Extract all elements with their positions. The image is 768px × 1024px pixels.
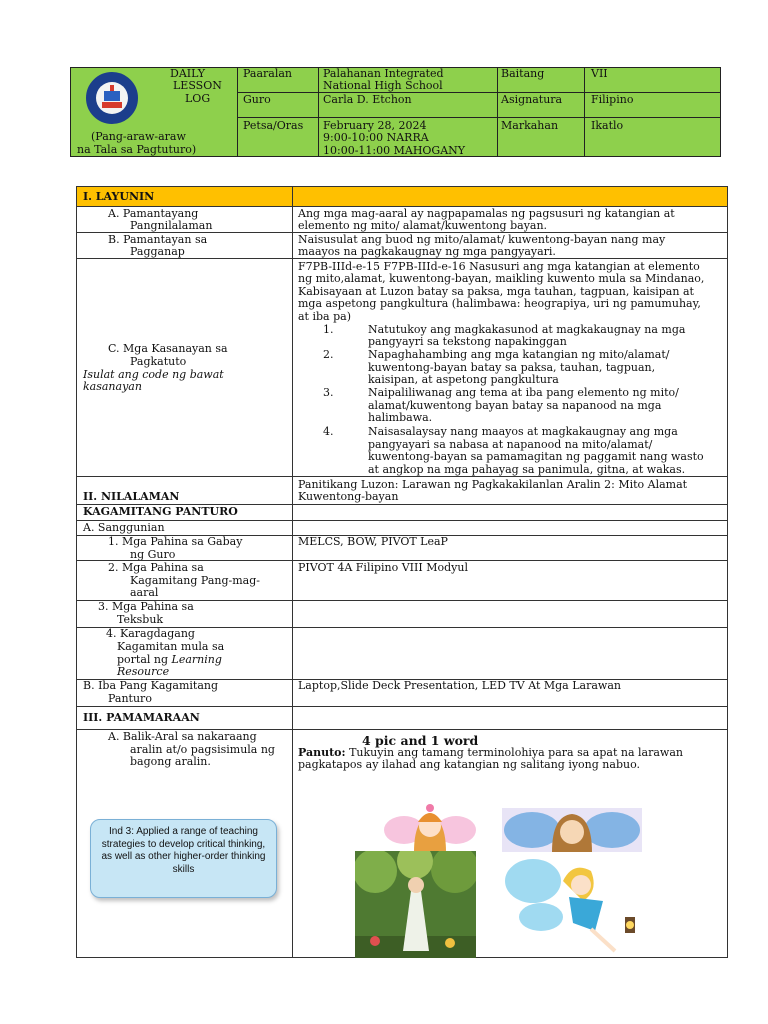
pang-mag-aaral-label-3: aaral (130, 586, 159, 599)
karagdagang-label-2: Kagamitan mula sa (117, 640, 225, 653)
list-item-line: Naisasalaysay nang maayos at magkakaugnay ang mga (368, 425, 678, 438)
pamamaraan-title: III. PAMAMARAAN (83, 711, 200, 724)
panuto-line-2: pagkatapos ay ilahad ang katangian ng salitang iyong nabuo. (298, 758, 640, 771)
karagdagang-label-4: Resource (117, 665, 170, 678)
pang-mag-aaral-label-1: 2. Mga Pahina sa (108, 561, 204, 574)
list-item-line: Natutukoy ang magkakasunod at magkakaugnay na mga (368, 323, 686, 336)
pang-mag-aaral-value: PIVOT 4A Filipino VIII Modyul (298, 561, 468, 574)
kasanayan-intro-3: Kabisayaan at Luzon batay sa paksa, mga tauhan, tagpuan, kaisipan at (298, 285, 694, 298)
pagganap-label-1: B. Pamantayan sa (108, 233, 208, 246)
baitang-value: VII (591, 67, 608, 80)
pamantayang-label-1: A. Pamantayang (108, 207, 199, 220)
list-item-line: kuwentong-bayan batay sa paksa, tauhan, tagpuan, (368, 361, 656, 374)
pagganap-value-1: Naisusulat ang buod ng mito/alamat/ kuwentong-bayan nang may (298, 233, 666, 246)
dll-title-line2: LESSON (173, 79, 222, 92)
balik-aral-label-2: aralin at/o pagsisimula ng (130, 743, 275, 756)
karagdagang-label-1: 4. Karagdagang (106, 627, 195, 640)
petsa-label: Petsa/Oras (243, 119, 304, 132)
karagdagang-label-3: portal ng Learning (117, 653, 222, 666)
balik-aral-label-1: A. Balik-Aral sa nakaraang (108, 730, 257, 743)
list-item-number: 2. (323, 348, 334, 361)
pang-mag-aaral-label-2: Kagamitang Pang-mag- (130, 574, 260, 587)
list-item-line: pangyayri sa tekstong napakinggan (368, 335, 567, 348)
nilalaman-value-2: Kuwentong-bayan (298, 490, 399, 503)
pamantayang-value-1: Ang mga mag-aaral ay nagpapamalas ng pagsusuri ng katangian at (298, 207, 675, 220)
indicator-callout: Ind 3: Applied a range of teaching strategies to develop critical thinking, as well as other higher-order thinking skills (90, 819, 277, 898)
kasanayan-note-2: kasanayan (83, 380, 142, 393)
petsa-value-line2: 9:00-10:00 NARRA (323, 131, 429, 144)
paaralan-value-line1: Palahanan Integrated (323, 67, 444, 80)
baitang-label: Baitang (501, 67, 545, 80)
kasanayan-intro-4: mga aspetong pangkultura (halimbawa: heograpiya, uri ng pamumuhay, (298, 297, 701, 310)
asignatura-label: Asignatura (501, 93, 563, 106)
deped-seal-logo (86, 72, 138, 124)
list-item-line: pangyayari sa nabasa at napanood na mito/alamat/ (368, 438, 653, 451)
list-item-number: 3. (323, 386, 334, 399)
kasanayan-intro-5: at iba pa) (298, 310, 351, 323)
list-item-number: 4. (323, 425, 334, 438)
list-item-line: at angkop na mga pahayag sa panimula, gitna, at wakas. (368, 463, 686, 476)
fairy-picture-4 (503, 851, 643, 958)
list-item-line: Naipaliliwanag ang tema at iba pang elemento ng mito/ (368, 386, 679, 399)
dll-title-line3: LOG (185, 92, 211, 105)
guro-label: Guro (243, 93, 271, 106)
layunin-title: I. LAYUNIN (83, 190, 155, 203)
panuto-line-1: Panuto: Tukuyin ang tamang terminolohiya para sa apat na larawan (298, 746, 683, 759)
gabay-guro-value: MELCS, BOW, PIVOT LeaP (298, 535, 448, 548)
activity-title: 4 pic and 1 word (362, 733, 479, 748)
dll-subtitle-line1: (Pang-araw-araw (91, 130, 186, 143)
fairy-picture-3 (355, 851, 476, 958)
list-item-number: 1. (323, 323, 334, 336)
list-item-line: alamat/kuwentong bayan batay sa napanood na mga (368, 399, 662, 412)
list-item-line: kuwentong-bayan sa pamamagitan ng paggamit nang wasto (368, 450, 704, 463)
pagganap-value-2: maayos na pagkakaugnay ng mga pangyayari. (298, 245, 556, 258)
kasanayan-note-1: Isulat ang code ng bawat (83, 368, 224, 381)
guro-value: Carla D. Etchon (323, 93, 412, 106)
kagamitan-title: KAGAMITANG PANTURO (83, 505, 238, 518)
balik-aral-label-3: bagong aralin. (130, 755, 211, 768)
pamantayang-label-2: Pangnilalaman (130, 219, 213, 232)
teksbuk-label-1: 3. Mga Pahina sa (98, 600, 194, 613)
pamantayang-value-2: elemento ng mito/ alamat/kuwentong bayan. (298, 219, 548, 232)
kasanayan-intro-1: F7PB-IIId-e-15 F7PB-IIId-e-16 Nasusuri ang mga katangian at elemento (298, 260, 700, 273)
asignatura-value: Filipino (591, 93, 634, 106)
iba-pang-label-1: B. Iba Pang Kagamitang (83, 679, 219, 692)
paaralan-label: Paaralan (243, 67, 293, 80)
iba-pang-label-2: Panturo (108, 692, 152, 705)
petsa-value-line1: February 28, 2024 (323, 119, 427, 132)
iba-pang-value: Laptop,Slide Deck Presentation, LED TV At Mga Larawan (298, 679, 621, 692)
nilalaman-value-1: Panitikang Luzon: Larawan ng Pagkakakilanlan Aralin 2: Mito Alamat (298, 478, 688, 491)
fairy-picture-2 (502, 808, 642, 852)
list-item-line: halimbawa. (368, 411, 433, 424)
gabay-guro-label-2: ng Guro (130, 548, 176, 561)
pagganap-label-2: Pagganap (130, 245, 185, 258)
teksbuk-label-2: Teksbuk (117, 613, 164, 626)
list-item-line: Napaghahambing ang mga katangian ng mito/alamat/ (368, 348, 670, 361)
markahan-value: Ikatlo (591, 119, 624, 132)
dll-title-line1: DAILY (170, 67, 205, 80)
dll-subtitle-line2: na Tala sa Pagtuturo) (77, 143, 197, 156)
petsa-value-line3: 10:00-11:00 MAHOGANY (323, 144, 466, 157)
fairy-picture-1 (384, 800, 476, 852)
markahan-label: Markahan (501, 119, 559, 132)
sanggunian-label: A. Sanggunian (83, 521, 165, 534)
kasanayan-intro-2: ng mito,alamat, kuwentong-bayan, maikling kuwento mula sa Mindanao, (298, 272, 705, 285)
gabay-guro-label-1: 1. Mga Pahina sa Gabay (108, 535, 243, 548)
layunin-header-cell-right (292, 186, 728, 207)
paaralan-value-line2: National High School (323, 79, 443, 92)
nilalaman-title: II. NILALAMAN (83, 490, 180, 503)
kasanayan-label-1: C. Mga Kasanayan sa (108, 342, 228, 355)
list-item-line: kaisipan, at aspetong pangkultura (368, 373, 559, 386)
kasanayan-label-2: Pagkatuto (130, 355, 187, 368)
